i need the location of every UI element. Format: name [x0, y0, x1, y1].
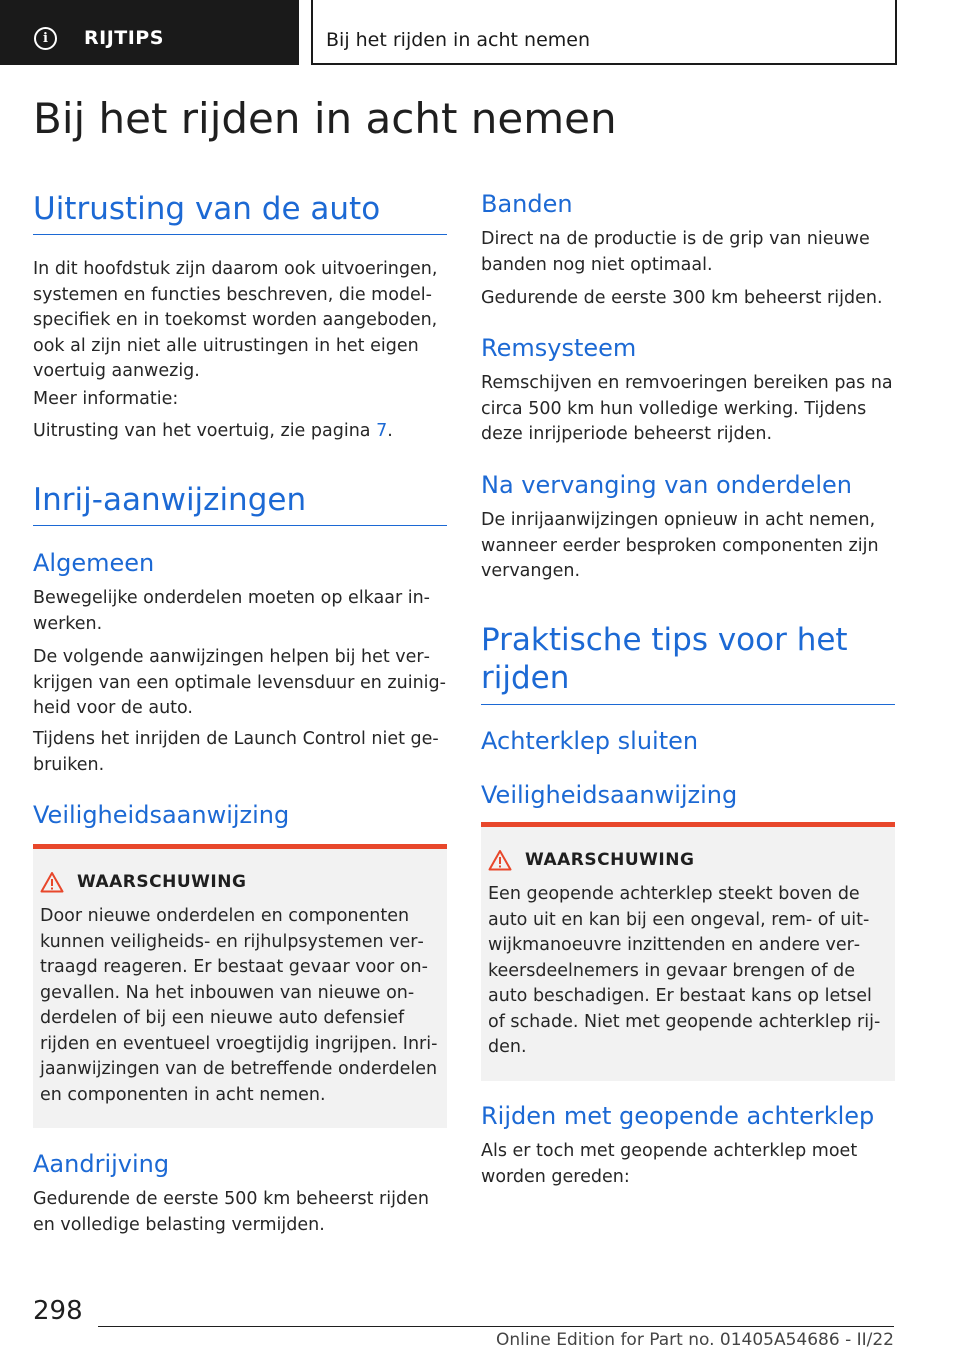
paragraph: Als er toch met geopende achterklep moet worden gereden: — [481, 1141, 858, 1187]
page-number: 298 — [33, 1296, 83, 1326]
warning-box — [481, 822, 895, 1081]
chapter-tab — [311, 0, 897, 65]
chapter-name: Bij het rijden in acht nemen — [326, 29, 591, 51]
warning-label: WAARSCHUWING — [77, 872, 247, 892]
warning-triangle-icon — [488, 849, 512, 871]
warning-box — [33, 844, 447, 1128]
paragraph: In dit hoofdstuk zijn daarom ook uitvoeringen, systemen en functies beschreven, die modelspecifiek en in toekomst worden aangeboden, ook al zijn niet alle uitrustingen in het eigen voertuig aanwezig. — [33, 259, 438, 381]
paragraph: De inrijaanwijzingen opnieuw in acht nemen, wanneer eerder besproken componenten zijn vervangen. — [481, 510, 879, 581]
page-title: Bij het rijden in acht nemen — [33, 94, 617, 143]
heading-rijden-open: Rijden met geopende achterklep — [481, 1102, 875, 1130]
paragraph: Gedurende de eerste 300 km beheerst rijden. — [481, 288, 883, 308]
heading-uitrusting: Uitrusting van de auto — [33, 191, 381, 227]
info-icon: i — [34, 27, 57, 50]
warning-label: WAARSCHUWING — [525, 850, 695, 870]
paragraph: Direct na de productie is de grip van nieuwe banden nog niet optimaal. — [481, 229, 870, 275]
paragraph-reference: Uitrusting van het voertuig, zie pagina 7. — [33, 421, 393, 441]
heading-algemeen: Algemeen — [33, 549, 155, 577]
paragraph: Tijdens het inrijden de Launch Control niet gebruiken. — [33, 729, 439, 775]
paragraph: Gedurende de eerste 500 km beheerst rijden en volledige belasting vermijden. — [33, 1189, 429, 1235]
heading-rule — [33, 525, 447, 526]
heading-remsysteem: Remsysteem — [481, 334, 637, 362]
edition-label: Online Edition for Part no. 01405A54686 - II/22 — [495, 1330, 894, 1350]
section-tab — [0, 0, 299, 65]
heading-rule — [481, 704, 895, 705]
heading-praktisch: Praktische tips voor het rijden — [481, 622, 848, 696]
section-name: RIJTIPS — [84, 27, 164, 49]
paragraph: De volgende aanwijzingen helpen bij het verkrijgen van een optimale levensduur en zuinigheid voor de auto. — [33, 647, 446, 718]
heading-achterklep: Achterklep sluiten — [481, 727, 699, 755]
heading-banden: Banden — [481, 190, 573, 218]
warning-text: Een geopende achterklep steekt boven de auto uit en kan bij een ongeval, rem- of uitwijkmanoeuvre inzittenden en andere verkeersdeelnemers in gevaar brengen of de auto beschadigen. Er bestaat kans op letsel of schade. Niet met geopende achterklep rijden. — [488, 884, 881, 1057]
heading-rule — [33, 234, 447, 235]
heading-veiligheid: Veiligheidsaanwijzing — [481, 781, 738, 809]
paragraph: Remschijven en remvoeringen bereiken pas na circa 500 km hun volledige werking. Tijdens deze inrijperiode beheerst rijden. — [481, 373, 893, 444]
footer-rule — [98, 1326, 894, 1327]
page-link[interactable]: 7 — [376, 421, 388, 441]
paragraph: Meer informatie: — [33, 389, 179, 409]
heading-aandrijving: Aandrijving — [33, 1150, 170, 1178]
warning-text: Door nieuwe onderdelen en componenten kunnen veiligheids- en rijhulpsystemen vertraagd reageren. Er bestaat gevaar voor ongevallen. Na het inbouwen van nieuwe onderdelen of bij een nieuwe auto defensief rijden en eventueel vroegtijdig ingrijpen. Inrijaanwijzingen van de betreffende onderdelen en componenten in acht nemen. — [40, 906, 438, 1105]
heading-vervanging: Na vervanging van onderdelen — [481, 471, 852, 499]
paragraph: Bewegelijke onderdelen moeten op elkaar inwerken. — [33, 588, 430, 634]
warning-triangle-icon — [40, 871, 64, 893]
heading-veiligheid: Veiligheidsaanwijzing — [33, 801, 290, 829]
heading-inrij: Inrij-aanwijzingen — [33, 482, 307, 518]
